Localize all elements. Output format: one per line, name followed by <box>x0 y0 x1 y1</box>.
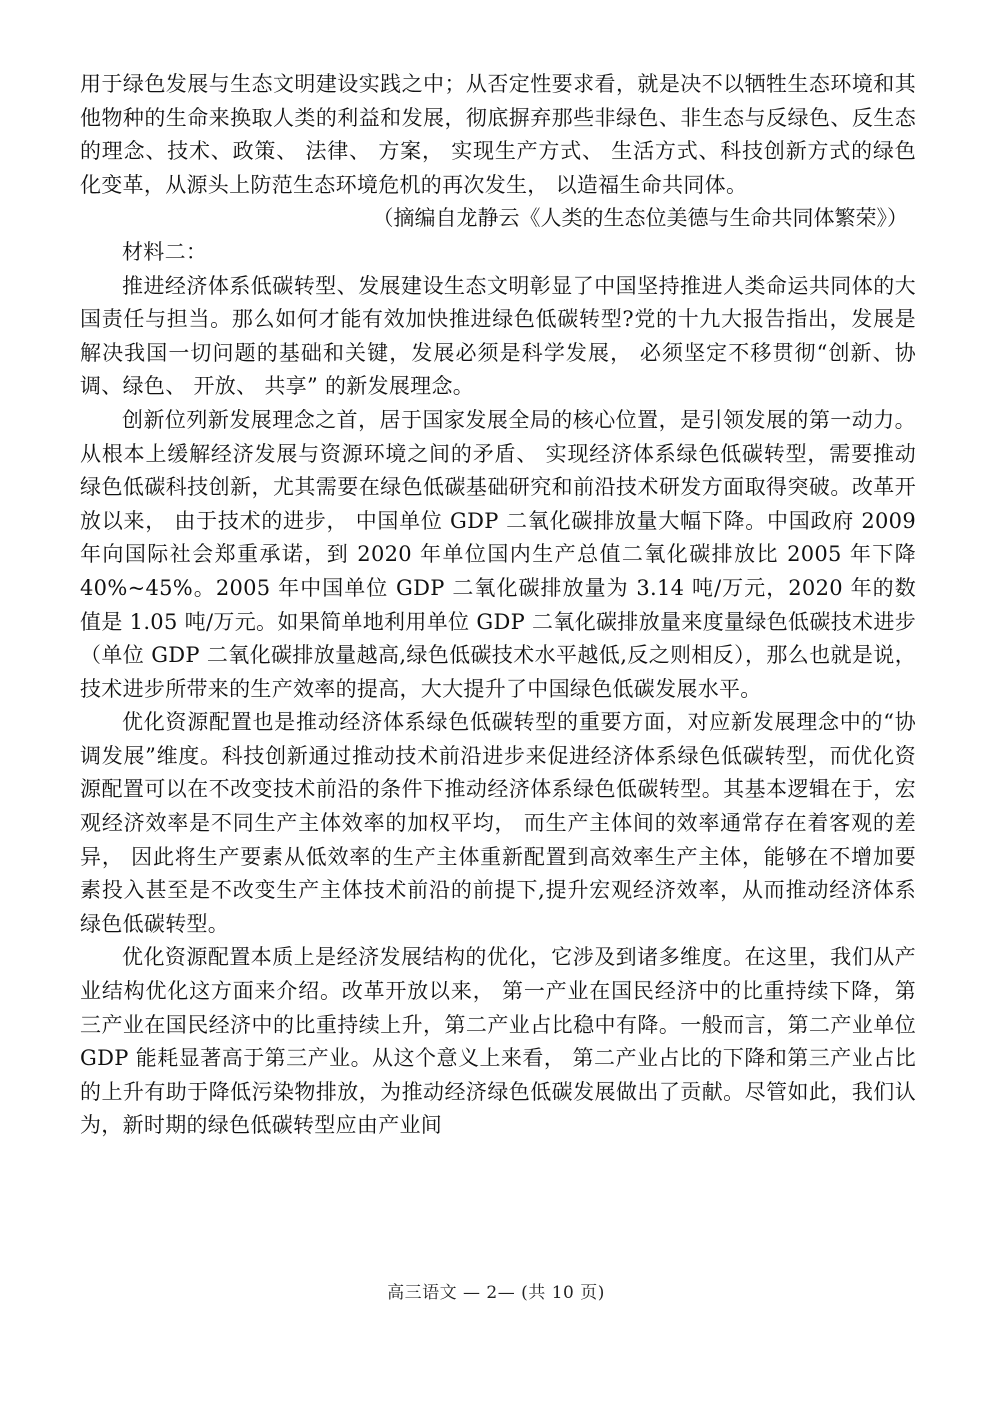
material-two-heading: 材料二： <box>122 239 208 264</box>
paragraph-continued: 用于绿色发展与生态文明建设实践之中；从否定性要求看，就是决不以牺牲生态环境和其他物种的生命来换取人类的利益和发展，彻底摒弃那些非绿色、非生态与反绿色、反生态的理念、技术、政策、 法律、 方案， 实现生产方式、 生活方式、科技创新方式的绿色化变革，从源头上防范生态环境危机的再次发生， 以造福生命共同体。 <box>80 72 916 197</box>
paragraph-low-carbon-transition: 推进经济体系低碳转型、发展建设生态文明彰显了中国坚持推进人类命运共同体的大国责任与担当。那么如何才能有效加快推进绿色低碳转型?党的十九大报告指出，发展是解决我国一切问题的基础和关键，发展必须是科学发展， 必须坚定不移贯彻“创新、协调、绿色、 开放、 共享” 的新发展理念。 <box>80 273 916 399</box>
document-body <box>80 68 916 1143</box>
page-footer: 高三语文 — 2— (共 10 页) <box>387 1283 605 1303</box>
paragraph-innovation: 创新位列新发展理念之首，居于国家发展全局的核心位置，是引领发展的第一动力。从根本上缓解经济发展与资源环境之间的矛盾、 实现经济体系绿色低碳转型，需要推动绿色低碳科技创新，尤其需要在绿色低碳基础研究和前沿技术研发方面取得突破。改革开放以来， 由于技术的进步， 中国单位 GDP 二氧化碳排放量大幅下降。中国政府 2009 年向国际社会郑重承诺，到 2020 年单位国内生产总值二氧化碳排放比 2005 年下降 40%~45%。2005 年中国单位 GDP 二氧化碳排放量为 3.14 吨/万元，2020 年的数值是 1.05 吨/万元。如果简单地利用单位 GDP 二氧化碳排放量来度量绿色低碳技术进步（单位 GDP 二氧化碳排放量越高,绿色低碳技术水平越低,反之则相反），那么也就是说，技术进步所带来的生产效率的提高，大大提升了中国绿色低碳发展水平。 <box>80 407 916 701</box>
paragraph-resource-allocation: 优化资源配置也是推动经济体系绿色低碳转型的重要方面，对应新发展理念中的“协调发展”维度。科技创新通过推动技术前沿进步来促进经济体系绿色低碳转型，而优化资源配置可以在不改变技术前沿的条件下推动经济体系绿色低碳转型。其基本逻辑在于，宏观经济效率是不同生产主体效率的加权平均， 而生产主体间的效率通常存在着客观的差异， 因此将生产要素从低效率的生产主体重新配置到高效率生产主体，能够在不增加要素投入甚至是不改变生产主体技术前沿的前提下,提升宏观经济效率，从而推动经济体系绿色低碳转型。 <box>80 710 916 936</box>
paragraph-industrial-structure: 优化资源配置本质上是经济发展结构的优化，它涉及到诸多维度。在这里，我们从产业结构优化这方面来介绍。改革开放以来， 第一产业在国民经济中的比重持续下降，第三产业在国民经济中的比重持续上升，第二产业占比稳中有降。一般而言，第二产业单位 GDP 能耗显著高于第三产业。从这个意义上来看， 第二产业占比的下降和第三产业占比的上升有助于降低污染物排放，为推动经济绿色低碳发展做出了贡献。尽管如此，我们认为，新时期的绿色低碳转型应由产业间 <box>80 945 916 1138</box>
source-citation: （摘编自龙静云《人类的生态位美德与生命共同体繁荣》） <box>372 206 908 231</box>
